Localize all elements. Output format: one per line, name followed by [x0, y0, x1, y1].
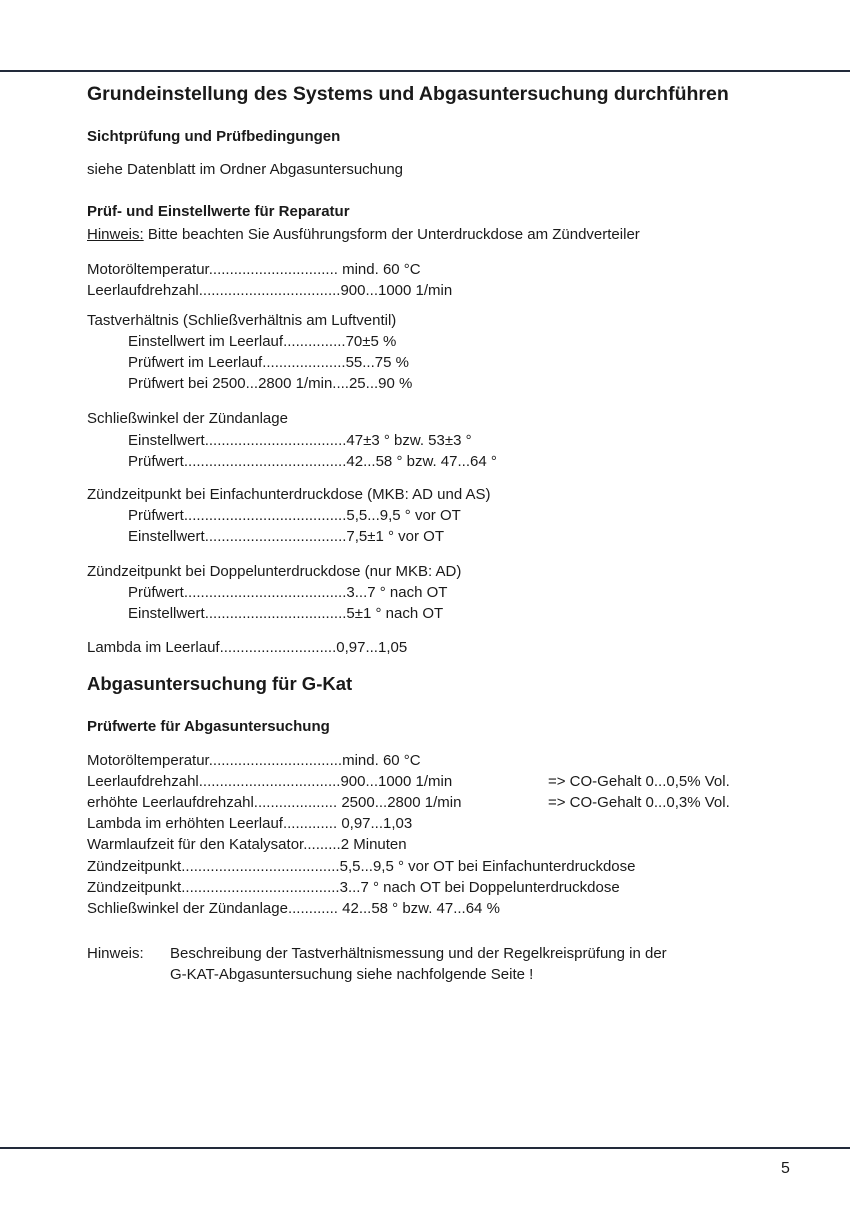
row-leader: ............... [283, 333, 346, 350]
row-label: Motoröltemperatur [87, 261, 209, 278]
row-label: Leerlaufdrehzahl [87, 282, 199, 299]
row-label: Zündzeitpunkt [87, 879, 182, 896]
bottom-rule [0, 1147, 850, 1149]
value-row [128, 584, 447, 601]
row-label: Prüfwert [128, 453, 184, 470]
value-row [87, 858, 636, 875]
row-value: 42...58 ° bzw. 47...64 % [337, 900, 500, 917]
row-leader: .................................. [198, 773, 341, 790]
row-label: Schließwinkel der Zündanlage [87, 900, 288, 917]
hint-text: Bitte beachten Sie Ausführungsform der Unterdruckdose am Zündverteiler [143, 226, 640, 243]
row-value: 900...1000 1/min [340, 282, 453, 299]
value-row [87, 261, 421, 278]
row-leader: .................................. [204, 432, 347, 449]
value-row [128, 605, 443, 622]
group-heading-doppelunterdruckdose: Zündzeitpunkt bei Doppelunterdruckdose (nur MKB: AD) [87, 563, 462, 580]
row-leader: ............ [287, 900, 338, 917]
row-value: 2500...2800 1/min [337, 794, 462, 811]
hint-label: Hinweis: [87, 226, 144, 243]
value-row [128, 507, 461, 524]
row-value: 55...75 % [345, 354, 409, 371]
row-leader: .... [332, 375, 349, 392]
row-value: 900...1000 1/min [340, 773, 453, 790]
value-row [128, 528, 444, 545]
row-leader: ....................................... [183, 584, 347, 601]
row-value: 42...58 ° bzw. 47...64 ° [346, 453, 497, 470]
value-row [87, 815, 412, 832]
co-content-note: => CO-Gehalt 0...0,5% Vol. [548, 773, 730, 790]
row-label: Leerlaufdrehzahl [87, 773, 199, 790]
section-subheading-pruefwerte: Prüfwerte für Abgasuntersuchung [87, 718, 330, 735]
row-label: Einstellwert [128, 528, 205, 545]
value-row [128, 354, 409, 371]
row-leader: ...................................... [181, 879, 340, 896]
value-row [87, 752, 421, 769]
row-value: 3...7 ° nach OT bei Doppelunterdruckdose [339, 879, 620, 896]
value-row [128, 453, 497, 470]
value-row [87, 900, 500, 917]
row-value: 0,97...1,05 [336, 639, 408, 656]
row-leader: ............................ [219, 639, 337, 656]
row-value: 70±5 % [345, 333, 397, 350]
row-leader: ....................................... [183, 453, 347, 470]
row-label: Prüfwert [128, 584, 184, 601]
value-row [128, 432, 472, 449]
group-heading-einfachunterdruckdose: Zündzeitpunkt bei Einfachunterdruckdose (MKB: AD und AS) [87, 486, 491, 503]
co-content-note: => CO-Gehalt 0...0,3% Vol. [548, 794, 730, 811]
row-leader: ......... [303, 836, 341, 853]
hint-line [87, 226, 640, 243]
row-value: 47±3 ° bzw. 53±3 ° [346, 432, 472, 449]
value-row [87, 879, 620, 896]
note-line-1: Beschreibung der Tastverhältnismessung und der Regelkreisprüfung in der [170, 945, 667, 962]
row-label: Motoröltemperatur [87, 752, 209, 769]
row-value: 3...7 ° nach OT [346, 584, 448, 601]
row-leader: ................................ [208, 752, 343, 769]
row-value: 0,97...1,03 [337, 815, 413, 832]
group-heading-tastverhaeltnis: Tastverhältnis (Schließverhältnis am Luftventil) [87, 312, 397, 329]
page-number: 5 [781, 1160, 790, 1177]
value-row [87, 282, 452, 299]
row-label: Einstellwert [128, 432, 205, 449]
row-leader: .................................. [204, 528, 347, 545]
value-row [87, 794, 461, 811]
page-title: Grundeinstellung des Systems und Abgasuntersuchung durchführen [87, 83, 729, 105]
row-label: Lambda im Leerlauf [87, 639, 220, 656]
row-leader: .................................. [198, 282, 341, 299]
g-kat-note [87, 945, 667, 962]
value-row-lambda [87, 639, 407, 656]
row-label: Einstellwert im Leerlauf [128, 333, 284, 350]
note-line-2: G-KAT-Abgasuntersuchung siehe nachfolgende Seite ! [170, 966, 534, 983]
row-leader: .................... [253, 794, 338, 811]
row-value: 25...90 % [348, 375, 413, 392]
row-leader: ....................................... [183, 507, 347, 524]
value-row [87, 773, 452, 790]
row-value: 7,5±1 ° vor OT [346, 528, 445, 545]
section-heading-g-kat: Abgasuntersuchung für G-Kat [87, 673, 353, 694]
value-row [128, 375, 412, 392]
section-text-datenblatt: siehe Datenblatt im Ordner Abgasuntersuchung [87, 161, 404, 178]
row-label: Warmlaufzeit für den Katalysator [87, 836, 304, 853]
note-label: Hinweis: [87, 945, 144, 962]
row-label: Lambda im erhöhten Leerlauf [87, 815, 283, 832]
top-rule [0, 70, 850, 72]
row-value: mind. 60 °C [342, 752, 421, 769]
row-label: Prüfwert [128, 507, 184, 524]
section-heading-sichtpruefung: Sichtprüfung und Prüfbedingungen [87, 128, 341, 145]
row-value: 5,5...9,5 ° vor OT bei Einfachunterdruckdose [339, 858, 636, 875]
group-heading-schliesswinkel: Schließwinkel der Zündanlage [87, 410, 288, 427]
row-leader: .................... [262, 354, 346, 371]
section-heading-reparatur: Prüf- und Einstellwerte für Reparatur [87, 203, 350, 220]
row-value: 2 Minuten [340, 836, 407, 853]
row-leader: ............. [282, 815, 338, 832]
row-leader: ............................... [208, 261, 338, 278]
row-leader: .................................. [204, 605, 347, 622]
row-leader: ...................................... [181, 858, 340, 875]
row-label: Prüfwert bei 2500...2800 1/min [128, 375, 333, 392]
row-label: Einstellwert [128, 605, 205, 622]
value-row [128, 333, 396, 350]
row-label: Prüfwert im Leerlauf [128, 354, 263, 371]
row-label: erhöhte Leerlaufdrehzahl [87, 794, 254, 811]
row-value: 5±1 ° nach OT [346, 605, 444, 622]
row-value: mind. 60 °C [337, 261, 421, 278]
row-value: 5,5...9,5 ° vor OT [346, 507, 461, 524]
value-row [87, 836, 407, 853]
row-label: Zündzeitpunkt [87, 858, 182, 875]
